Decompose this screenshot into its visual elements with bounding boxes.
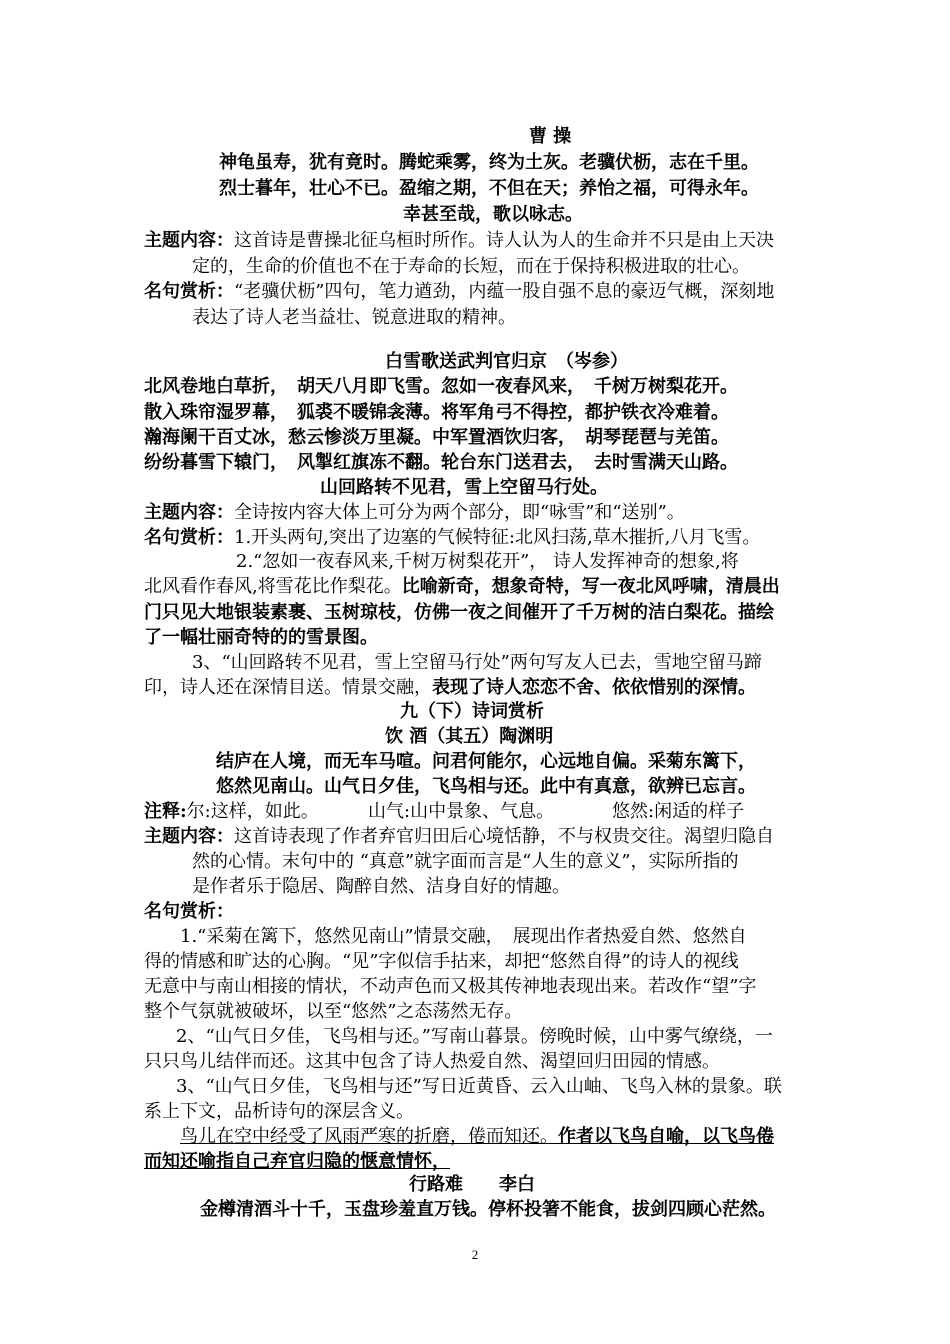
quote-text: 表达了诗人老当益壮、锐意进取的精神。: [192, 307, 516, 328]
quote-text: 无意中与南山相接的情状，不动声色而又极其传神地表现出来。若改作“望”字: [144, 976, 757, 997]
quote-label: 名句赏析：: [144, 527, 234, 548]
note-item: 尔:这样，如此。: [186, 801, 319, 822]
quote-text: 1.开头两句,突出了边塞的气候特征:北风扫荡,草木摧折,八月飞雪。: [234, 527, 761, 548]
quote-line: [144, 279, 774, 304]
quote-plain: 北风看作春风,将雪花比作梨花。: [144, 576, 402, 597]
quote-label: 名句赏析：: [144, 901, 234, 922]
quote-text: 2、“山气日夕佳，飞鸟相与还。”写南山暮景。傍晚时候，山中雾气缭绕，一: [176, 1026, 773, 1047]
quote-text: 只只鸟儿结伴而还。这其中包含了诗人热爱自然、渴望回归田园的情感。: [144, 1051, 720, 1072]
theme-label: 主题内容：: [144, 230, 234, 251]
poem-line: 金樽清酒斗十千，玉盘珍羞直万钱。停杯投箸不能食，拔剑四顾心茫然。: [200, 1199, 776, 1220]
quote-emphasis: 门只见大地银装素裹、玉树琼枝，仿佛一夜之间催开了千万树的洁白梨花。描绘: [144, 602, 774, 623]
theme-text: 这首诗是曹操北征乌桓时所作。诗人认为人的生命并不只是由上天决: [234, 230, 774, 251]
poem-title-cen: 白雪歌送武判官归京 （岑参）: [385, 351, 628, 372]
quote-emphasis: 而知还喻指自己弃官归隐的惬意情怀，: [144, 1151, 450, 1172]
note-item: 山气:山中景象、气息。: [368, 801, 555, 822]
theme-text: 全诗按内容大体上可分为两个部分，即“咏雪”和“送别”。: [234, 502, 685, 523]
quote-text: 1.“采菊在篱下，悠然见南山”情景交融， 展现出作者热爱自然、悠然自: [180, 926, 747, 947]
quote-plain: 印，诗人还在深情目送。情景交融，: [144, 677, 432, 698]
quote-underlined: 鸟儿在空中经受了风雨严寒的折磨，倦而知还。: [180, 1126, 558, 1147]
poem-line: 悠然见南山。山气日夕佳，飞鸟相与还。此中有真意，欲辨已忘言。: [216, 776, 756, 797]
poem-line: 神龟虽寿，犹有竟时。腾蛇乘雾，终为土灰。老骥伏枥，志在千里。: [219, 152, 759, 173]
quote-text: 3、“山回路转不见君，雪上空留马行处”两句写友人已去，雪地空留马蹄: [192, 652, 762, 673]
quote-text: “老骥伏枥”四句，笔力遒劲，内蕴一股自强不息的豪迈气概，深刻地: [234, 281, 775, 302]
theme-line: [144, 500, 685, 525]
quote-emphasis: 作者以飞鸟自喻，以飞鸟倦: [558, 1126, 774, 1147]
poem-title-li: 行路难 李白: [409, 1174, 535, 1195]
poem-line: 散入珠帘湿罗幕， 狐裘不暖锦衾薄。将军角弓不得控，都护铁衣冷难着。: [144, 402, 729, 423]
theme-label: 主题内容：: [144, 826, 234, 847]
poem-line: 瀚海阑干百丈冰，愁云惨淡万里凝。中军置酒饮归客， 胡琴琵琶与羌笛。: [144, 427, 729, 448]
quote-text: [180, 1124, 774, 1149]
quote-emphasis: 了一幅壮丽奇特的的雪景图。: [144, 627, 378, 648]
page-number: 2: [471, 1247, 479, 1262]
theme-text: 这首诗表现了作者弃官归田后心境恬静，不与权贵交往。渴望归隐自: [234, 826, 774, 847]
quote-text: [144, 574, 780, 599]
quote-text: 系上下文，品析诗句的深层含义。: [144, 1101, 414, 1122]
quote-text: 整个气氛就被破坏，以至“悠然”之态荡然无存。: [144, 1001, 523, 1022]
theme-line: [144, 228, 774, 253]
note-item: 悠然:闲适的样子: [612, 801, 745, 822]
quote-text: 得的情感和旷达的心胸。“见”字似信手拈来，却把“悠然自得”的诗人的视线: [144, 951, 739, 972]
quote-line: [144, 525, 760, 550]
poem-line: 北风卷地白草折， 胡天八月即飞雪。忽如一夜春风来， 千树万树梨花开。: [144, 376, 738, 397]
note-line: [144, 799, 319, 824]
section-heading: 九（下）诗词赏析: [400, 701, 544, 722]
theme-label: 主题内容：: [144, 502, 234, 523]
poem-title-tao: 饮 酒（其五）陶渊明: [385, 726, 554, 747]
poem-author-cao: 曹 操: [528, 126, 572, 147]
quote-emphasis: 表现了诗人恋恋不舍、依依惜别的深情。: [432, 677, 756, 698]
poem-line: 幸甚至哉，歌以咏志。: [403, 204, 583, 225]
quote-emphasis: 比喻新奇，想象奇特，写一夜北风呼啸，清晨出: [401, 576, 780, 597]
quote-text: 3、“山气日夕佳，飞鸟相与还”写日近黄昏、云入山岫、飞鸟入林的景象。联: [176, 1076, 782, 1097]
theme-text: 定的，生命的价值也不在于寿命的长短，而在于保持积极进取的壮心。: [192, 256, 750, 277]
theme-text: 然的心情。末句中的 “真意”就字面而言是“人生的意义”，实际所指的: [192, 851, 739, 872]
poem-line: 纷纷暮雪下辕门， 风掣红旗冻不翻。轮台东门送君去， 去时雪满天山路。: [144, 452, 738, 473]
poem-line: 山回路转不见君，雪上空留马行处。: [320, 477, 608, 498]
poem-line: 烈士暮年，壮心不已。盈缩之期，不但在天；养怡之福，可得永年。: [219, 178, 759, 199]
poem-line: 结庐在人境，而无车马喧。问君何能尔，心远地自偏。采菊东篱下，: [216, 751, 756, 772]
quote-text: [144, 675, 756, 700]
theme-text: 是作者乐于隐居、陶醉自然、洁身自好的情趣。: [192, 876, 570, 897]
theme-line: [144, 824, 774, 849]
quote-text: 2.“忽如一夜春风来,千树万树梨花开”， 诗人发挥神奇的想象,将: [236, 551, 739, 572]
note-label: 注释:: [144, 801, 187, 822]
quote-label: 名句赏析：: [144, 281, 234, 302]
